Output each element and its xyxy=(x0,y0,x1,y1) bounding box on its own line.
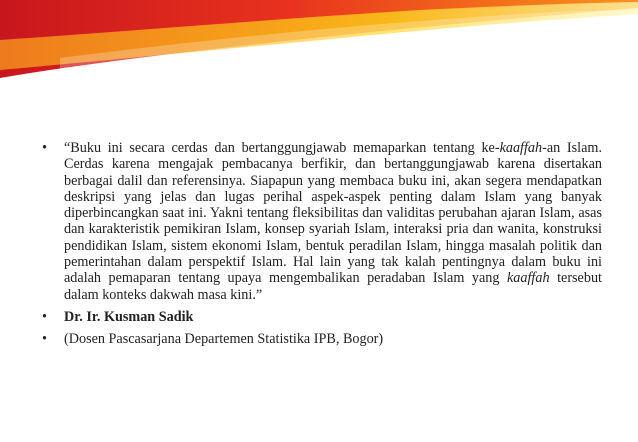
quote-part-3: -an Islam. Cerdas karena mengajak pembacanya berfikir, dan bertanggungjawab karena disertakan berbagai dalil dan referensinya. Siapapun yang membaca buku ini, akan segera mendapatkan deskripsi yang jelas dan lugas perihal aspek-aspek penting dalam Islam yang banyak diperbincangkan saat ini. Yakni tentang fleksibilitas dan validitas perubahan ajaran Islam, asas dan karakteristik pemikiran Islam, konsep syariah Islam, interaksi pria dan wanita, konstruksi pendidikan Islam, sistem ekonomi Islam, bentuk peradilan Islam, hingga masalah politik dan pemerintahan dalam perspektif Islam. Hal lain yang tak kalah pentingnya dalam buku ini adalah pemaparan tentang upaya mengembalikan peradaban Islam yang xyxy=(64,140,602,287)
quote-part-2: kaaffah xyxy=(499,140,543,156)
author-name: Dr. Ir. Kusman Sadik xyxy=(64,308,194,325)
quote-part-1: “Buku ini secara cerdas dan bertanggungjawab memaparkan tentang ke- xyxy=(64,140,500,156)
quote-part-4: kaaffah xyxy=(507,270,550,287)
quote-bullet xyxy=(42,140,602,303)
affiliation-bullet xyxy=(42,331,602,347)
bullet-marker: • xyxy=(42,331,47,348)
author-affiliation: (Dosen Pascasarjana Departemen Statistika IPB, Bogor) xyxy=(64,331,384,348)
slide-content xyxy=(42,140,602,354)
decorative-banner xyxy=(0,0,638,90)
bullet-marker: • xyxy=(42,308,47,325)
quote-part-5: tersebut dalam konteks dakwah masa kini.” xyxy=(64,270,602,303)
quote-text xyxy=(64,140,602,303)
author-bullet xyxy=(42,309,602,325)
bullet-marker: • xyxy=(42,140,47,156)
